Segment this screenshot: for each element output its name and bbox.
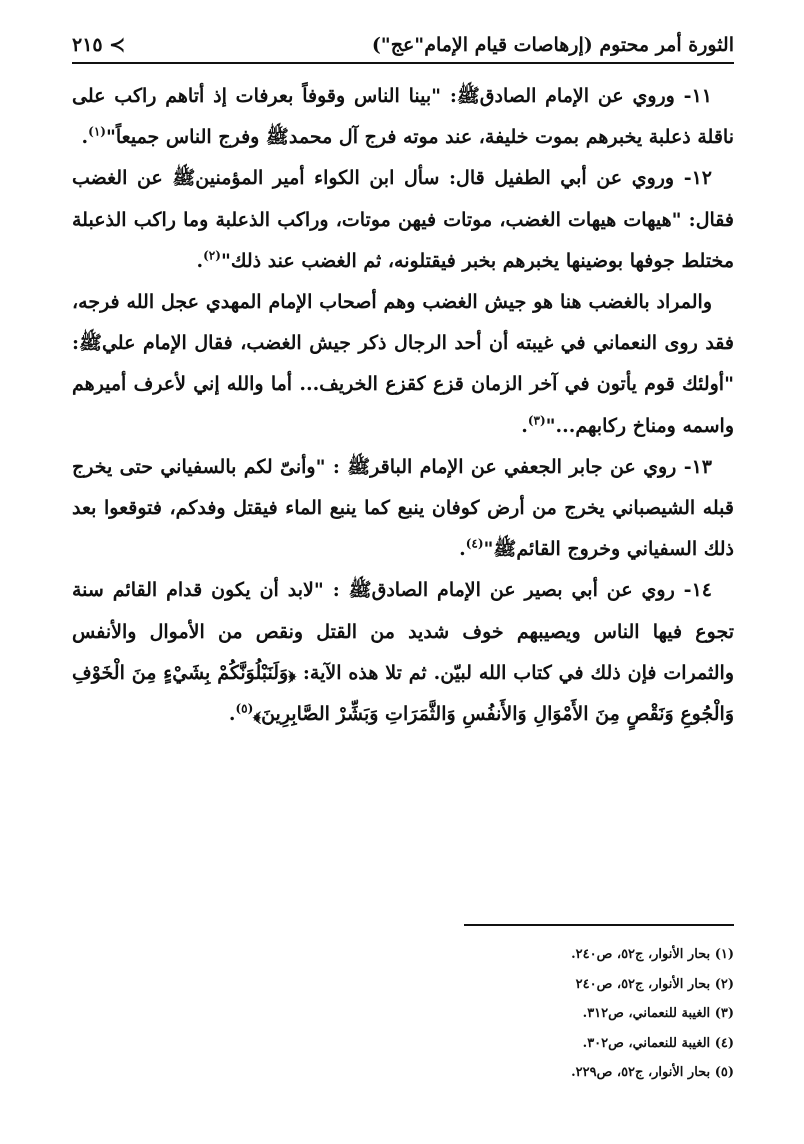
paragraph-13 <box>72 447 734 571</box>
paragraph-text: ١١- وروي عن الإمام الصادقﷺ: "بينا الناس وقوفاً بعرفات إذ أتاهم راكب على ناقلة ذعلبة يخبرهم بموت خليفة، عند موته فرج آل محمدﷺ وفرج الناس جميعاً" <box>72 85 734 149</box>
footnote-5: (٥) بحار الأنوار، ج٥٢، ص٢٢٩. <box>571 1065 734 1080</box>
paragraph-commentary <box>72 282 734 447</box>
page-number: ٢١٥ ≺ <box>72 34 126 56</box>
running-header <box>72 28 734 64</box>
paragraph-text: ١٤- روي عن أبي بصير عن الإمام الصادقﷺ : "لابد أن يكون قدام القائم سنة تجوع فيها الناس ويصيبهم خوف شديد من القتل ونقص من الأموال والأنفس والثمرات فإن ذلك في كتاب الله لبيّن. ثم تلا هذه الآية: ﴿وَلَنَبْلُوَنَّكُمْ بِشَيْءٍ مِنَ الْخَوْفِ وَالْجُوعِ وَنَقْصٍ مِنَ الأَمْوَالِ وَالأَنفُسِ وَالثَّمَرَاتِ وَبَشِّرْ الصَّابِرِينَ﴾ <box>72 579 734 726</box>
paragraph-end: . <box>459 538 466 561</box>
footnotes <box>72 924 734 1088</box>
footnote-2: (٢) بحار الأنوار، ج٥٢، ص٢٤٠ <box>575 976 734 992</box>
header-title: الثورة أمر محتوم (إرهاصات قيام الإمام"عج") <box>371 34 734 56</box>
footnote-ref: (٢) <box>203 248 221 263</box>
footnote-ref: (٣) <box>527 413 546 428</box>
footnote-divider <box>464 924 734 926</box>
footnote-3: (٣) الغيبة للنعماني، ص٣١٢. <box>582 1006 734 1021</box>
paragraph-end: . <box>228 703 236 726</box>
paragraph-14 <box>72 570 734 735</box>
footnote-4: (٤) الغيبة للنعماني، ص٣٠٢. <box>582 1035 734 1051</box>
paragraph-11 <box>72 76 734 158</box>
main-text <box>72 76 734 735</box>
footnote-1: (١) بحار الأنوار، ج٥٢، ص٢٤٠. <box>571 947 734 962</box>
footnote-list <box>72 940 734 1088</box>
footnote-ref: (١) <box>88 124 106 139</box>
footnote-ref: (٤) <box>465 536 484 551</box>
paragraph-end: . <box>521 414 528 437</box>
paragraph-text: والمراد بالغضب هنا هو جيش الغضب وهم أصحاب الإمام المهدي عجل الله فرجه، فقد روى النعماني في غيبته أن أحد الرجال ذكر جيش الغضب، فقال الإمام عليﷺ: "أولئك قوم يأتون في آخر الزمان قزع كقزع الخريف... أما والله إني لأعرف أميرهم واسمه ومناخ ركابهم..." <box>72 291 735 437</box>
page <box>72 28 734 735</box>
paragraph-text: ١٣- روي عن جابر الجعفي عن الإمام الباقرﷺ : "وأنىّ لكم بالسفياني حتى يخرج قبله الشيصباني يخرج من أرض كوفان ينبع كما ينبع الماء فيقتل وفدكم، فتوقعوا بعد ذلك السفياني وخروج القائمﷺ" <box>72 455 734 561</box>
paragraph-end: . <box>196 249 204 272</box>
paragraph-text: ١٢- وروي عن أبي الطفيل قال: سأل ابن الكواء أمير المؤمنينﷺ عن الغضب فقال: "هيهات هيهات الغضب، موتات فيهن موتات، وراكب الذعلبة وما راكب الذعبلة مختلط جوفها بوضينها يخبرهم بخبر فيقتلونه، ثم الغضب عند ذلك" <box>72 167 734 272</box>
paragraph-12 <box>72 158 734 282</box>
paragraph-end: . <box>81 126 89 149</box>
footnote-ref: (٥) <box>235 701 254 716</box>
